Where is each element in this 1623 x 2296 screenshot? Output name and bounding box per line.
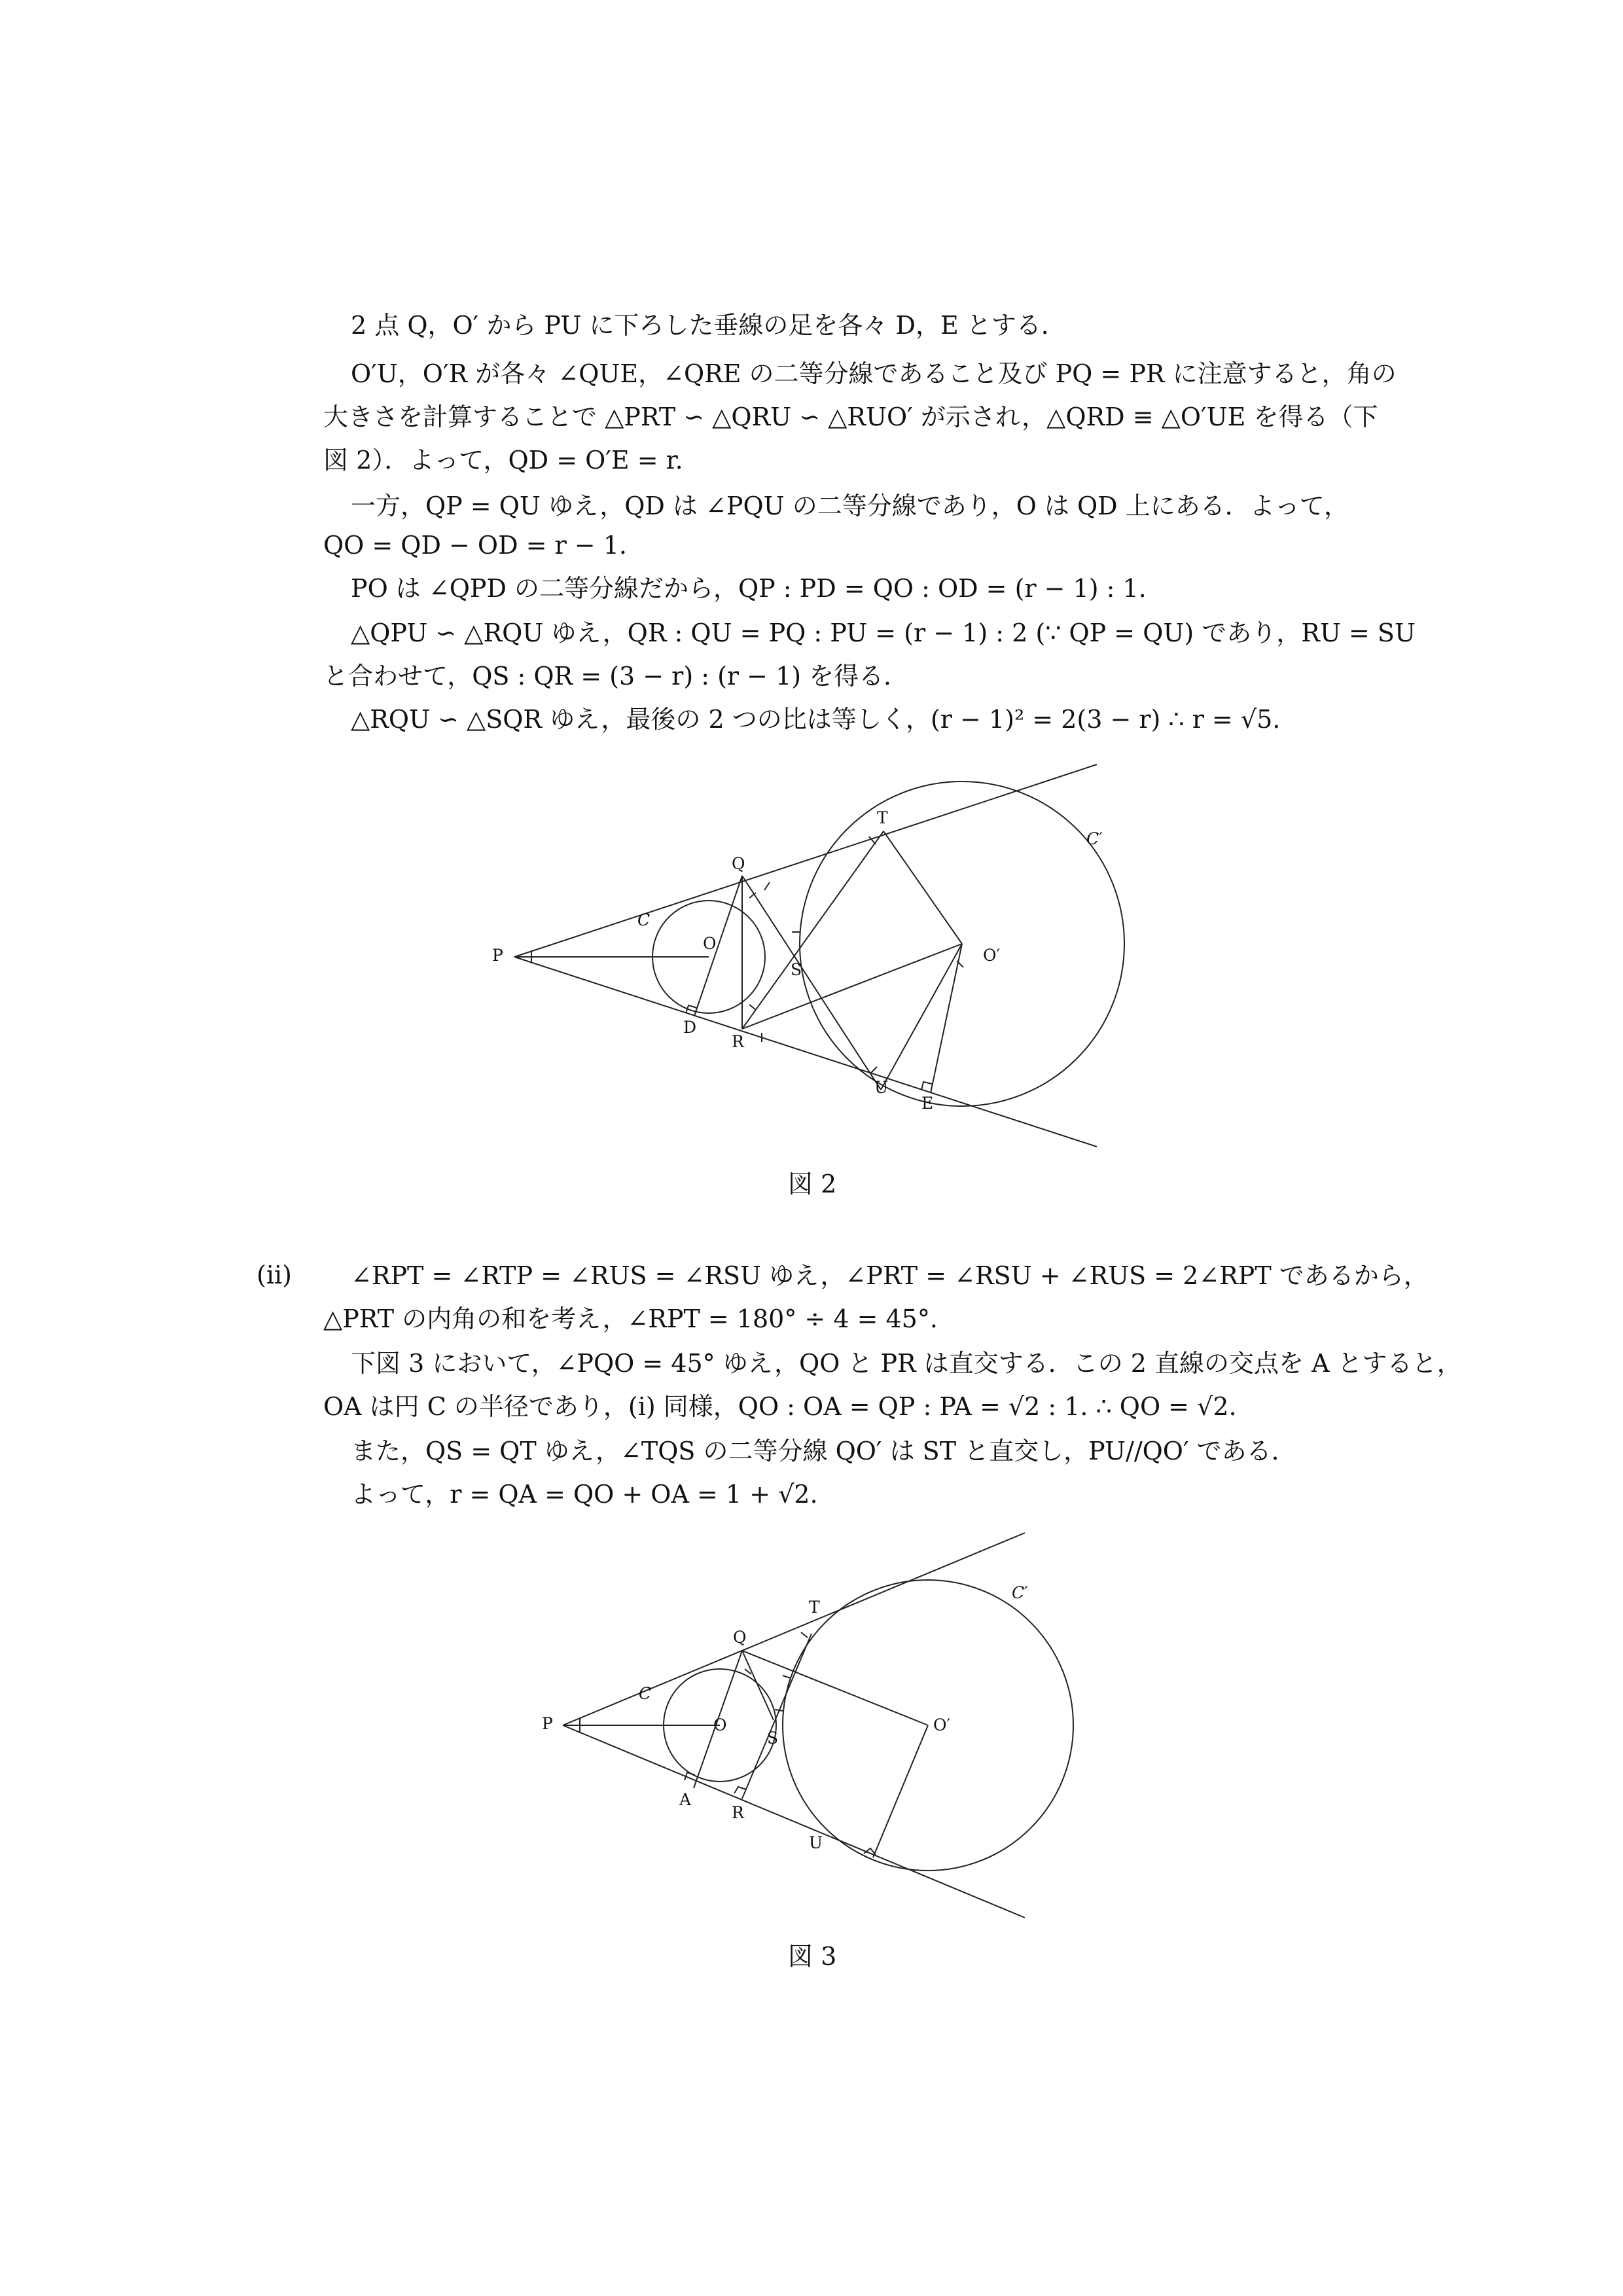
- angle-mark-T: [801, 1632, 808, 1638]
- right-angle-mark-S: [783, 1676, 791, 1686]
- label-S: S: [767, 1729, 779, 1748]
- label-U: U: [809, 1833, 823, 1852]
- text-line: O′U，O′R が各々 ∠QUE，∠QRE の二等分線であること及び PQ = PR に注意すると，角の: [351, 359, 1397, 388]
- text-line: 2 点 Q，O′ から PU に下ろした垂線の足を各々 D，E とする．: [351, 311, 1066, 340]
- segment-QO-prime: [742, 1651, 928, 1725]
- text-line: △PRT の内角の和を考え，∠RPT = 180° ÷ 4 = 45°.: [323, 1304, 938, 1333]
- text-line: と合わせて，QS : QR = (3 − r) : (r − 1) を得る．: [323, 662, 909, 691]
- label-A: A: [679, 1790, 692, 1809]
- tangent-line-upper: [563, 1533, 1025, 1725]
- segment-RT: [742, 1634, 812, 1799]
- label-R: R: [732, 1032, 744, 1051]
- text-line: PO は ∠QPD の二等分線だから，QP : PD = QO : OD = (r − 1) : 1.: [351, 574, 1147, 603]
- text-line: また，QS = QT ゆえ，∠TQS の二等分線 QO′ は ST と直交し，PU//QO′ である．: [351, 1437, 1296, 1465]
- label-O-prime: O′: [933, 1715, 951, 1734]
- text-line: よって，r = QA = QO + OA = 1 + √2.: [351, 1480, 818, 1509]
- label-R: R: [732, 1803, 744, 1822]
- label-S: S: [791, 960, 802, 979]
- text-line: 大きさを計算することで △PRT ∽ △QRU ∽ △RUO′ が示され，△QRD ≡ △O′UE を得る（下: [323, 403, 1378, 431]
- segment-O-prime-U: [873, 1725, 928, 1857]
- label-P: P: [492, 946, 503, 965]
- label-T: T: [809, 1598, 820, 1617]
- text-line: 図 2）．よって，QD = O′E = r.: [323, 446, 683, 475]
- label-C: C: [637, 910, 651, 929]
- label-O: O: [713, 1715, 727, 1734]
- angle-mark-S: [775, 1710, 783, 1711]
- label-C: C: [639, 1684, 652, 1703]
- figure-2-caption: 図 2: [788, 1170, 837, 1198]
- text-line: 下図 3 において，∠PQO = 45° ゆえ，QO と PR は直交する．この 2 直線の交点を A とすると，: [351, 1349, 1462, 1378]
- label-T: T: [877, 808, 888, 827]
- text-line: △RQU ∽ △SQR ゆえ，最後の 2 つの比は等しく，(r − 1)² = 2(3 − r) ∴ r = √5.: [351, 705, 1281, 734]
- label-E: E: [921, 1094, 934, 1113]
- label-Q: Q: [732, 854, 745, 873]
- label-O: O: [703, 934, 717, 953]
- label-C-prime: C′: [1012, 1583, 1028, 1602]
- text-line: △QPU ∽ △RQU ゆえ，QR : QU = PQ : PU = (r − 1) : 2 (∵ QP = QU) であり，RU = SU: [351, 619, 1416, 647]
- label-C-prime: C′: [1086, 829, 1103, 848]
- tangent-line-lower: [563, 1725, 1025, 1918]
- figure-3-caption: 図 3: [788, 1942, 837, 1971]
- text-line: ∠RPT = ∠RTP = ∠RUS = ∠RSU ゆえ，∠PRT = ∠RSU + ∠RUS = 2∠RPT であるから，: [351, 1261, 1429, 1290]
- label-D: D: [683, 1018, 697, 1037]
- label-U: U: [874, 1078, 889, 1097]
- label-O-prime: O′: [983, 946, 1001, 965]
- part2-marker: (ii): [257, 1261, 292, 1289]
- label-Q: Q: [733, 1628, 747, 1647]
- label-P: P: [542, 1714, 553, 1733]
- text-line: QO = QD − OD = r − 1.: [323, 531, 627, 560]
- text-line: OA は円 C の半径であり，(i) 同様，QO : OA = QP : PA = √2 : 1. ∴ QO = √2.: [323, 1392, 1237, 1421]
- text-line: 一方，QP = QU ゆえ，QD は ∠PQU の二等分線であり，O は QD 上にある．よって，: [351, 492, 1349, 520]
